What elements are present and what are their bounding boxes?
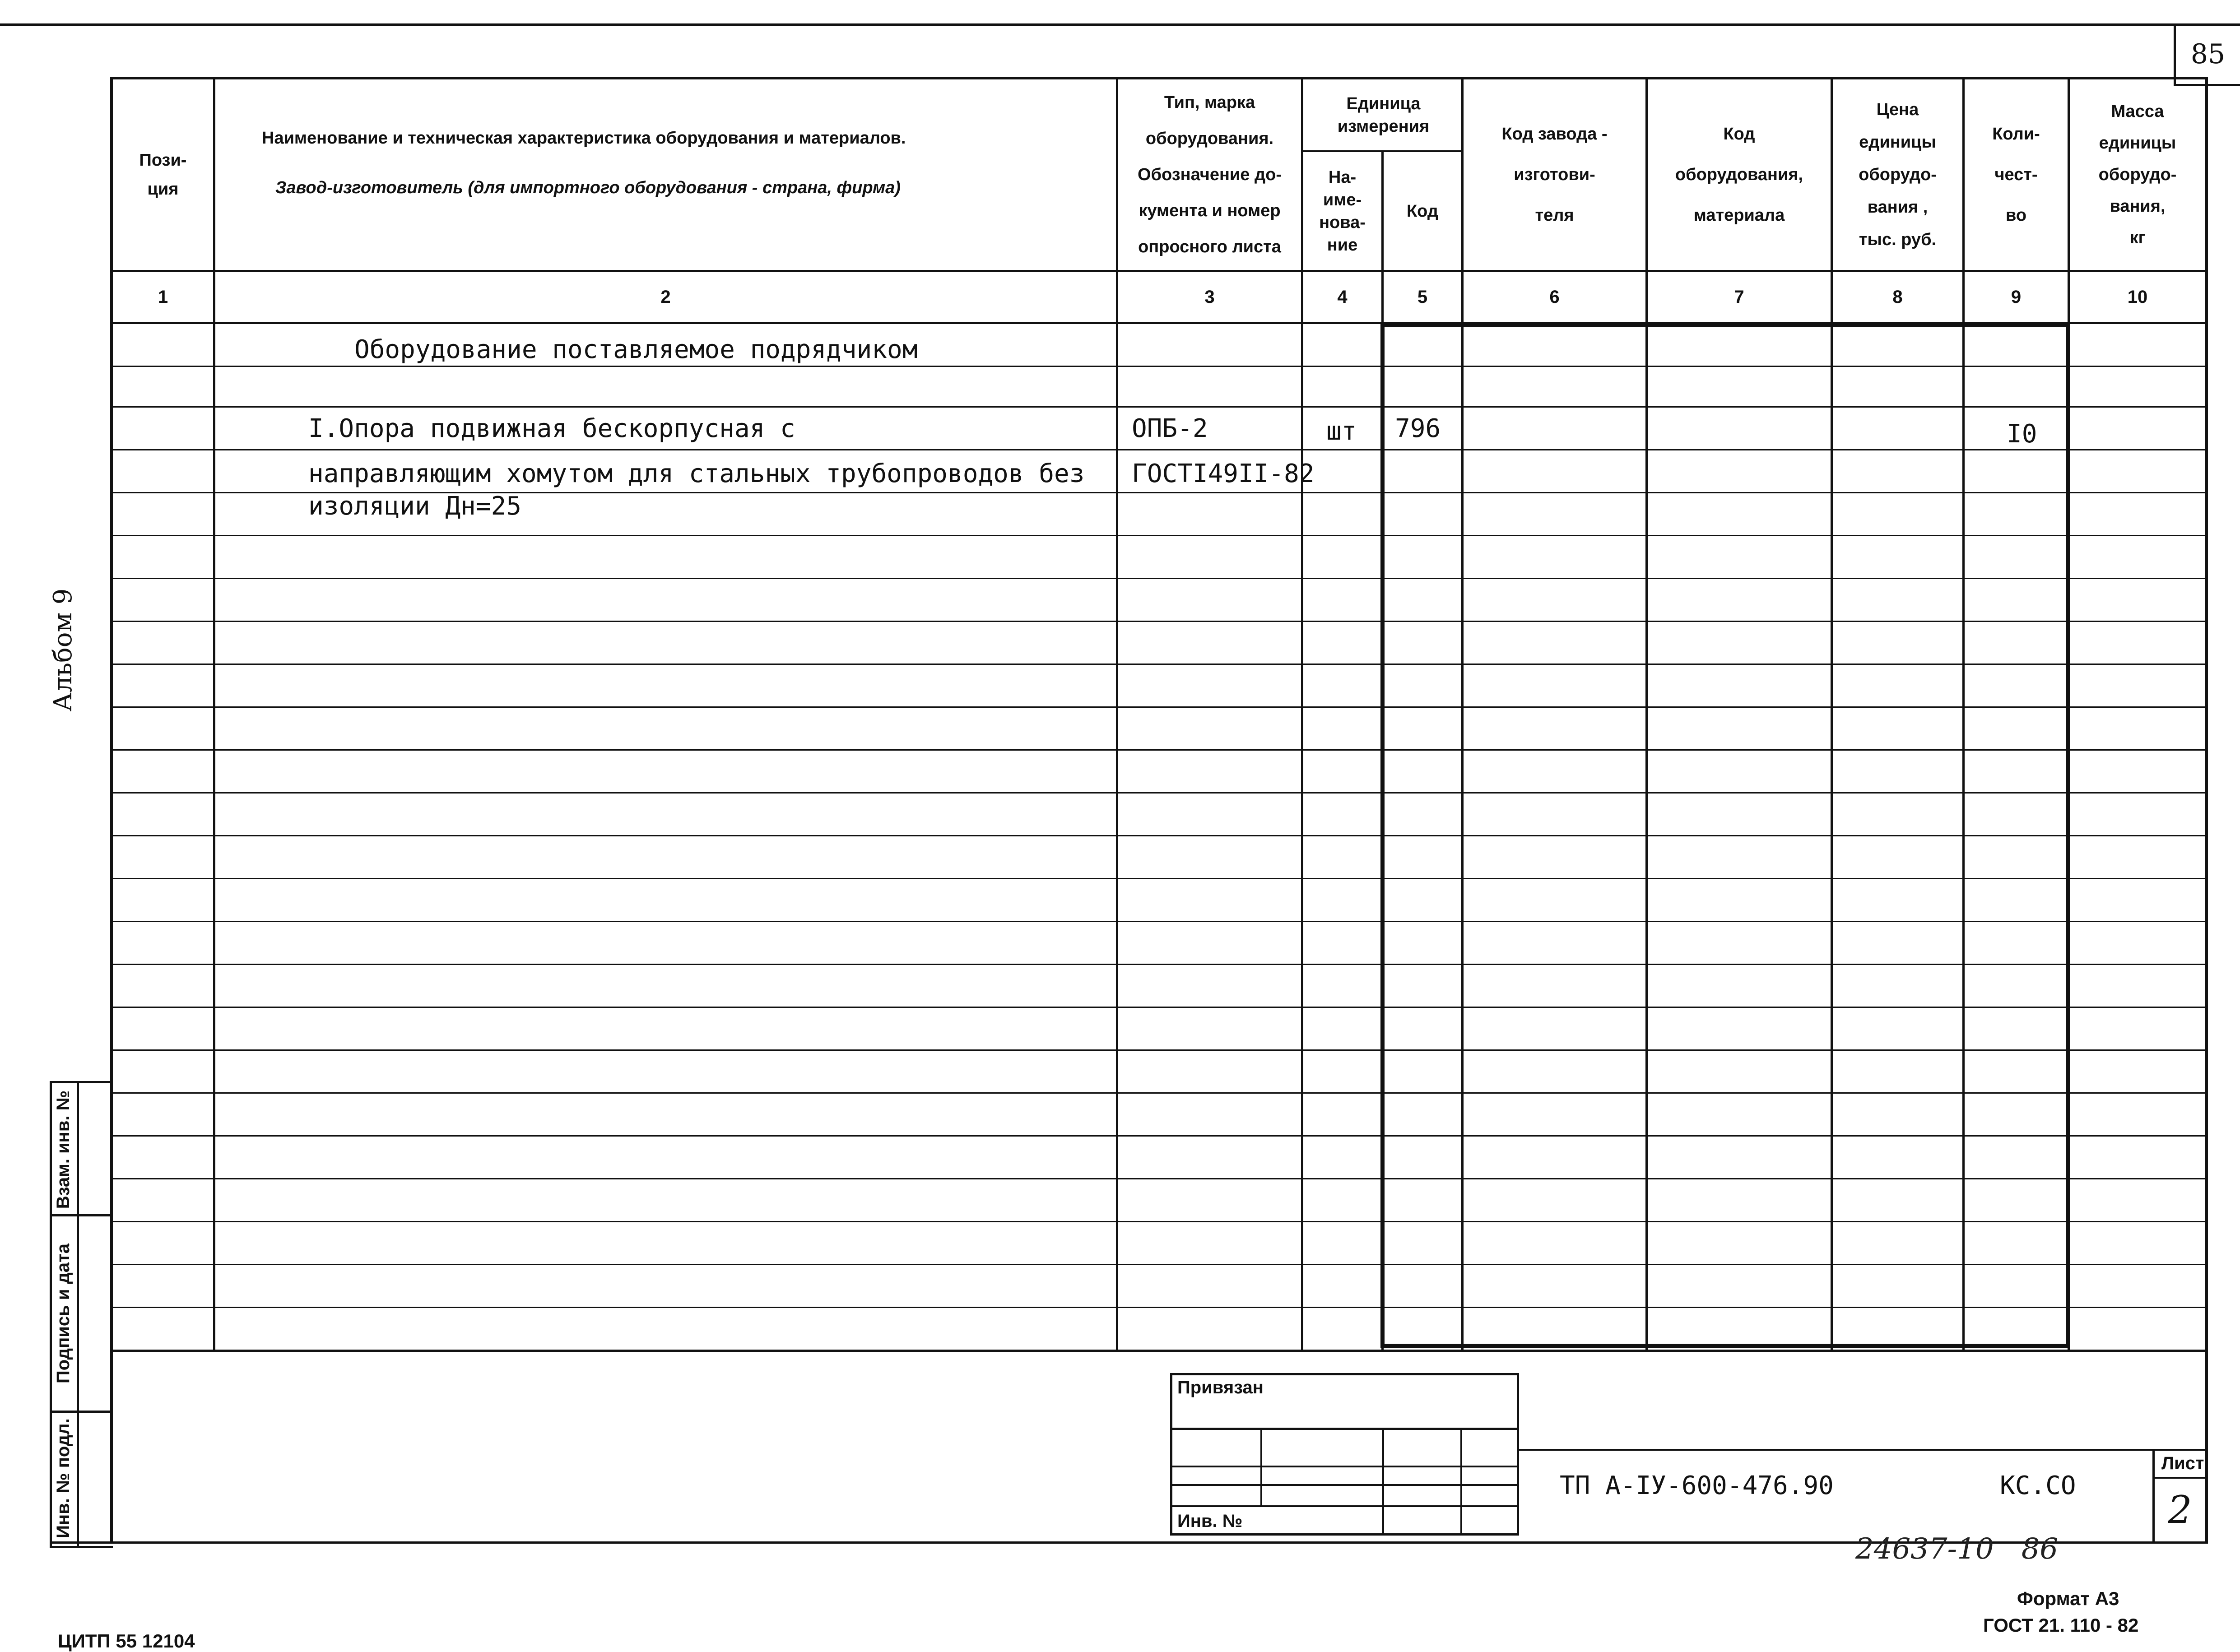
header-type: Тип, марка оборудования. Обозначение до- кумента и номер опросного листа <box>1138 93 1282 256</box>
bound-box-v-1 <box>1260 1428 1262 1505</box>
stamp-sign-date: Подпись и дата <box>53 1244 73 1383</box>
table-row <box>110 878 2208 879</box>
page-number: 85 <box>2190 38 2226 70</box>
table-row <box>110 835 2208 836</box>
item-name-line3: изоляции Дн=25 <box>308 492 522 521</box>
table-row <box>110 664 2208 665</box>
bound-box-sep-2 <box>1170 1466 1519 1467</box>
col-number-4: 4 <box>1337 287 1348 307</box>
table-row <box>110 406 2208 408</box>
table-row <box>110 1307 2208 1308</box>
sheet-number: 2 <box>2168 1488 2192 1532</box>
stamp-top <box>50 1081 113 1083</box>
top-border <box>0 23 2240 26</box>
sheet-label: Лист <box>2161 1453 2204 1473</box>
gost-label: ГОСТ 21. 110 - 82 <box>1983 1615 2139 1636</box>
bound-box-bottom <box>1170 1533 1519 1536</box>
album-label: Альбом 9 <box>48 588 78 712</box>
header-position: Пози- ция <box>139 151 187 199</box>
header-factory-code: Код завода - изготови- теля <box>1501 125 1608 225</box>
bound-box-v-2 <box>1382 1428 1384 1536</box>
title-row-top <box>1519 1449 2205 1451</box>
handwritten-number: 24637-10 86 <box>1855 1532 2059 1566</box>
header-equipment-code: Код оборудования, материала <box>1675 125 1803 225</box>
table-row <box>110 1264 2208 1265</box>
publisher-label: ЦИТП 55 12104 <box>58 1630 195 1652</box>
table-row <box>110 1007 2208 1008</box>
col-number-9: 9 <box>2011 287 2022 307</box>
thick-box-bottom <box>1380 1344 2070 1348</box>
bound-box-left <box>1170 1373 1172 1536</box>
table-row <box>110 1178 2208 1179</box>
stamp-inv-original: Инв. № подл. <box>53 1418 73 1538</box>
thick-box-top <box>1380 323 2070 327</box>
table-row <box>110 706 2208 708</box>
table-row <box>110 366 2208 367</box>
bound-box-sep-3 <box>1170 1484 1519 1486</box>
document-code: ТП А-IУ-600-476.90 <box>1560 1471 1834 1500</box>
stamp-bottom <box>50 1546 113 1548</box>
table-row <box>110 792 2208 794</box>
header-price: Цена единицы оборудо- вания , тыс. руб. <box>1859 100 1937 249</box>
section-title: Оборудование поставляемое подрядчиком <box>354 335 918 364</box>
bound-box-v-3 <box>1460 1428 1462 1536</box>
table-row <box>110 449 2208 450</box>
document-mark: КС.СО <box>2000 1471 2076 1500</box>
body-bottom <box>110 1350 2208 1352</box>
item-document: ГОСТI49II-82 <box>1132 459 1315 488</box>
header-unit-name: На- име- нова- ние <box>1319 167 1366 255</box>
table-row <box>110 1221 2208 1222</box>
table-row <box>110 535 2208 536</box>
bound-box-right <box>1517 1373 1519 1536</box>
table-row <box>110 621 2208 622</box>
table-right-border <box>2205 77 2208 1544</box>
table-row <box>110 578 2208 579</box>
col-number-6: 6 <box>1549 287 1560 307</box>
col-number-3: 3 <box>1204 287 1215 307</box>
col-number-10: 10 <box>2127 287 2148 307</box>
col-number-8: 8 <box>1892 287 1903 307</box>
col-number-5: 5 <box>1417 287 1428 307</box>
item-quantity: I0 <box>2007 419 2037 449</box>
header-name-line2: Завод-изготовитель (для импортного оборудования - страна, фирма) <box>275 178 901 197</box>
item-name-line2: направляющим хомутом для стальных трубопроводов без <box>308 459 1085 488</box>
header-unit-group: Единица измерения <box>1337 94 1430 136</box>
item-type: ОПБ-2 <box>1132 414 1208 443</box>
item-name-line1: I.Опора подвижная бескорпусная с <box>308 414 795 443</box>
bound-box-sep-4 <box>1170 1505 1519 1507</box>
table-row <box>110 1092 2208 1094</box>
table-row <box>110 921 2208 922</box>
header-name-line1: Наименование и техническая характеристика оборудования и материалов. <box>262 129 906 148</box>
col-divider-1 <box>213 77 215 1352</box>
header-unit-code: Код <box>1406 201 1439 221</box>
table-row <box>110 1049 2208 1051</box>
col-number-7: 7 <box>1734 287 1744 307</box>
table-row <box>110 749 2208 751</box>
col-number-2: 2 <box>660 287 671 307</box>
format-label: Формат А3 <box>2017 1588 2119 1609</box>
table-row <box>110 964 2208 965</box>
stamp-divider <box>77 1081 79 1548</box>
bound-box-top <box>1170 1373 1519 1375</box>
table-row <box>110 1135 2208 1137</box>
col-number-1: 1 <box>158 287 168 307</box>
header-mass: Масса единицы оборудо- вания, кг <box>2098 102 2177 247</box>
item-unit: шт <box>1326 417 1357 446</box>
header-quantity: Коли- чест- во <box>1992 125 2040 225</box>
inv-number-label: Инв. № <box>1177 1511 1243 1531</box>
stamp-inv-replace: Взам. инв. № <box>53 1090 73 1209</box>
bound-box-sep-1 <box>1170 1428 1519 1430</box>
sheet-box-divider <box>2152 1477 2207 1479</box>
item-unit-code: 796 <box>1395 414 1441 443</box>
bound-label: Привязан <box>1177 1378 1264 1397</box>
